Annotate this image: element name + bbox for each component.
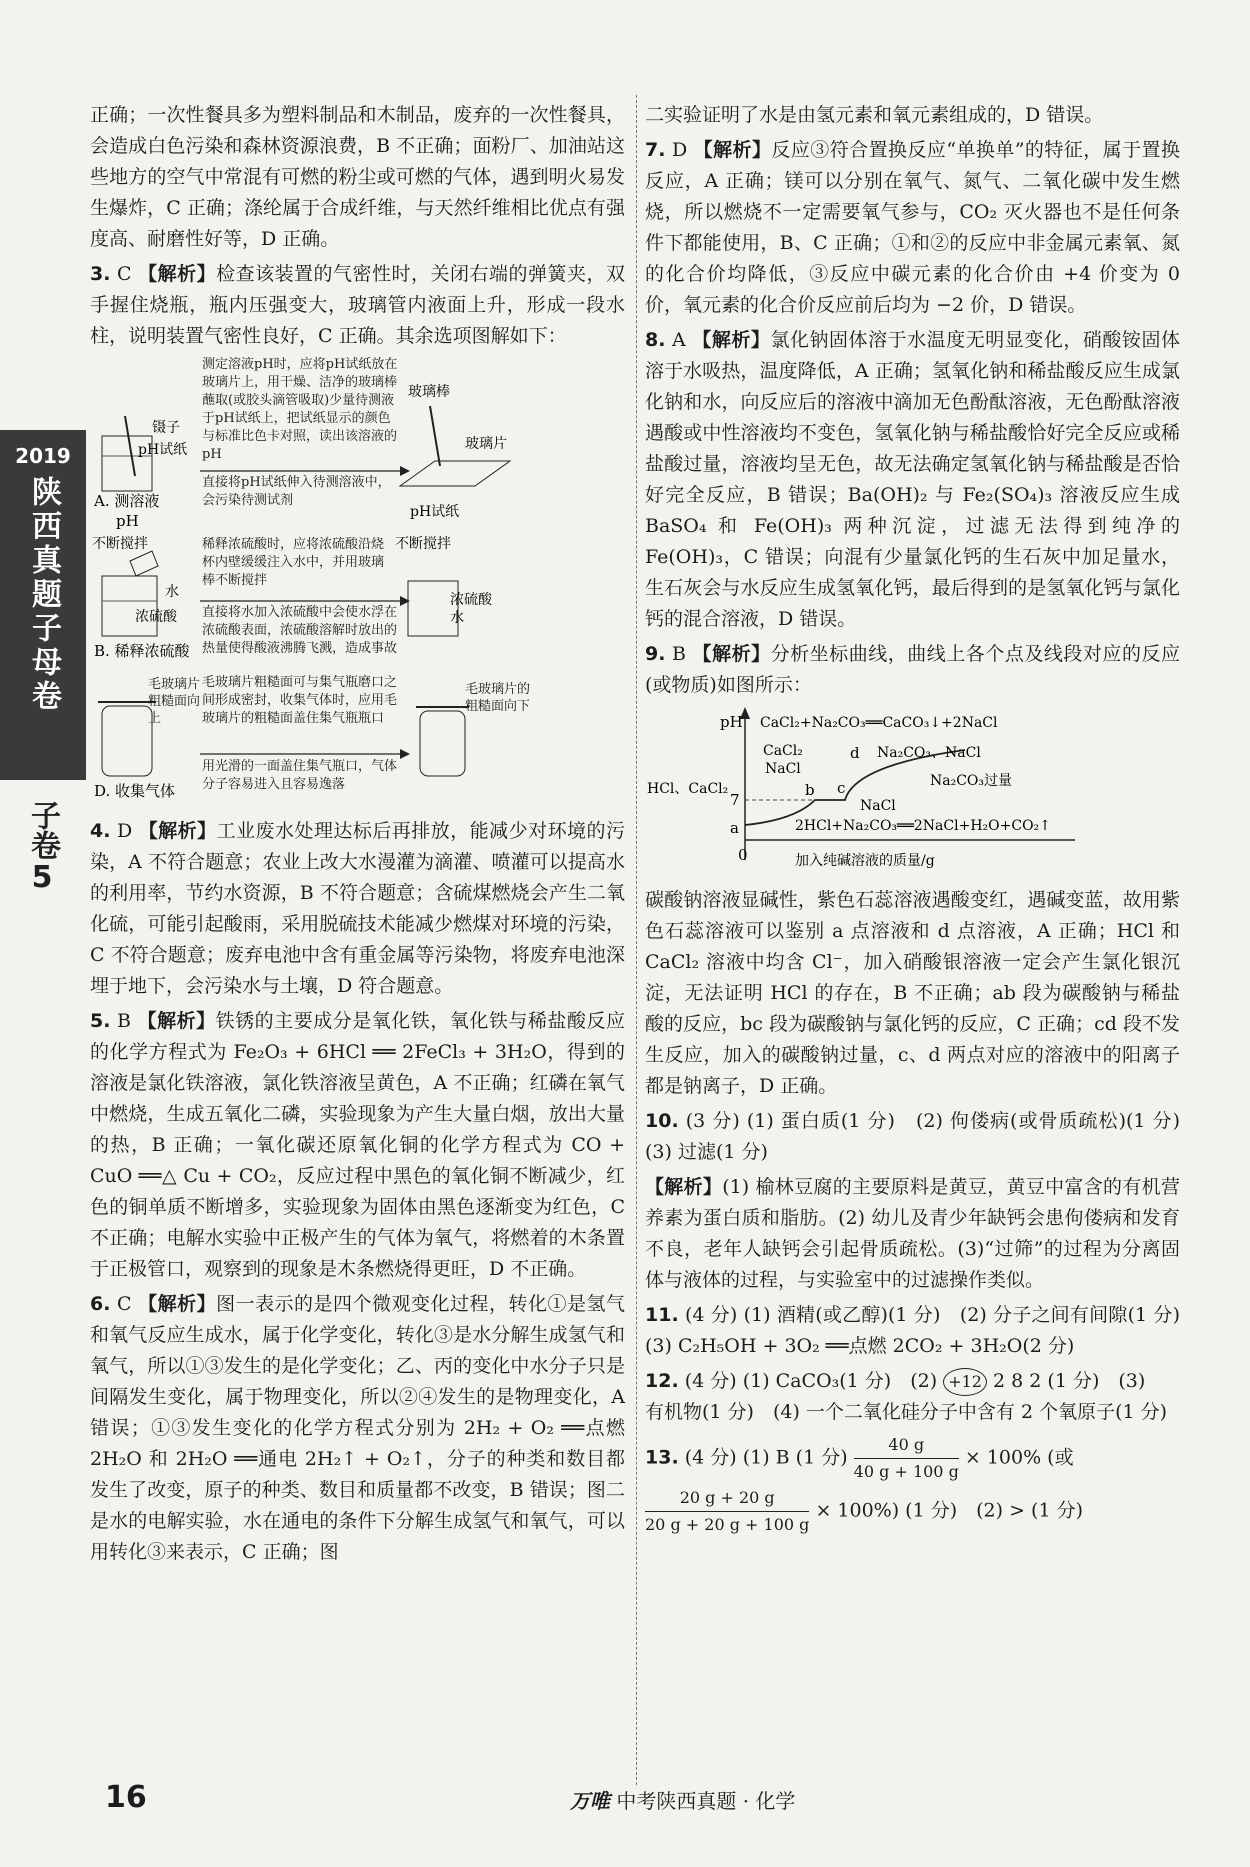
- q-number: 9.: [645, 643, 666, 665]
- fig-d-wrong: 用光滑的一面盖住集气瓶口，气体分子容易进入且容易逸落: [202, 759, 398, 792]
- point-b: b: [805, 781, 815, 799]
- right-continuation: 二实验证明了水是由氢元素和氧元素组成的，D 错误。: [645, 104, 1104, 126]
- pour-beaker: [130, 551, 158, 576]
- sidebar-sub: [12, 800, 72, 895]
- glass-plate: [400, 461, 510, 486]
- q-text: 分析坐标曲线，曲线上各个点及线段对应的反应(或物质)如图所示：: [645, 643, 1180, 696]
- sidebar-sub-label: 子卷: [25, 800, 60, 860]
- q-number: 6.: [90, 1293, 111, 1315]
- graph-hcl: HCl、CaCl₂: [647, 781, 729, 797]
- fig-a-lbl1: 镊子: [152, 420, 180, 436]
- q-number: 13.: [645, 1446, 679, 1469]
- q-answer: B: [672, 643, 686, 665]
- left-continuation: 正确；一次性餐具多为塑料制品和木制品，废弃的一次性餐具，会造成白色污染和森林资源浪费，B 不正确；面粉厂、加油站这些地方的空气中常混有可燃的粉尘或可燃的气体，遇到明火易发生爆炸，C 正确；涤纶属于合成纤维，与天然纤维相比优点有强度高、耐磨性好等，D 正确。: [90, 104, 625, 250]
- q-text: (1 分) (3): [1047, 1370, 1146, 1392]
- q-answer: C: [117, 263, 132, 285]
- fig-b-r1: 不断搅拌: [395, 536, 451, 552]
- question-4: [90, 816, 625, 1002]
- fig-a-cap1: A. 测溶液: [94, 492, 160, 510]
- question-10-analysis: [645, 1172, 1180, 1296]
- q-answer: A: [672, 329, 686, 351]
- fraction-num: 40 g: [854, 1432, 959, 1459]
- fraction-num: 20 g + 20 g: [645, 1485, 809, 1512]
- question-3: [90, 259, 625, 352]
- graph-eq2: 2HCl+Na₂CO₃══2NaCl+H₂O+CO₂↑: [795, 818, 1051, 834]
- ph-graph: [645, 705, 1180, 875]
- fig-d-r1: 毛玻璃片的粗糙面向下: [465, 682, 531, 714]
- left-column: [90, 100, 625, 1572]
- fig-b-cap: B. 稀释浓硫酸: [94, 642, 190, 660]
- fig-a-r3: pH试纸: [410, 504, 460, 520]
- fraction-1: [854, 1432, 959, 1485]
- graph-excess: Na₂CO₃过量: [930, 773, 1013, 789]
- analysis-tag: 【解析】: [138, 820, 217, 842]
- graph-eq1: CaCl₂+Na₂CO₃══CaCO₃↓+2NaCl: [760, 715, 998, 731]
- question-6: [90, 1289, 625, 1568]
- q-number: 12.: [645, 1370, 679, 1392]
- fig-b-r2: 浓硫酸: [450, 592, 492, 608]
- analysis-tag: 【解析】: [693, 139, 772, 161]
- analysis-tag: 【解析】: [138, 1293, 217, 1315]
- q-text: 氯化钠固体溶于水温度无明显变化，硝酸铵固体溶于水吸热，温度降低，A 正确；氢氧化钠和稀盐酸反应生成氯化钠和水，向反应后的溶液中滴加无色酚酞溶液，无色酚酞溶液遇酸或中性溶液均不变色，氢氧化钠与稀盐酸恰好完全反应或稀盐酸过量，溶液均呈无色，故无法确定氢氧化钠与稀盐酸是否恰好完全反应，B 错误；Ba(OH)₂ 与 Fe₂(SO₄)₃ 溶液反应生成 BaSO₄ 和 Fe(OH)₃ 两种沉淀，过滤无法得到纯净的 Fe(OH)₃，C 错误；向混有少量氯化钙的生石灰中加足量水，生石灰会与水反应生成氢氧化钙，最后得到的是氢氧化钙与氯化钙的混合溶液，D 错误。: [645, 329, 1180, 630]
- q-number: 7.: [645, 139, 666, 161]
- fig-a-lbl2: pH试纸: [138, 442, 188, 458]
- question-9: [645, 639, 1180, 701]
- figure-svg: [90, 356, 625, 806]
- column-divider: [636, 95, 637, 1785]
- fig-b-wrong: 直接将水加入浓硫酸中会使水浮在浓硫酸表面，浓硫酸溶解时放出的热量使得酸液沸腾飞溅，造成事故: [202, 605, 398, 656]
- question-7: [645, 135, 1180, 321]
- tick-0: 0: [738, 846, 748, 864]
- q-number: 5.: [90, 1010, 111, 1032]
- q-number: 8.: [645, 329, 666, 351]
- q-answer: D: [116, 820, 133, 842]
- experiment-figure: [90, 356, 625, 816]
- q-number: 10.: [645, 1110, 679, 1132]
- q-text: (4 分) (1) B (1 分): [684, 1446, 848, 1469]
- q-text: 工业废水处理达标后再排放，能减少对环境的污染，A 不符合题意；农业上改大水漫灌为滴灌、喷灌可以提高水的利用率，节约水资源，B 不符合题意；含硫煤燃烧会产生二氧化硫，可能引起酸雨，采用脱硫技术能减少燃煤对环境的污染，C 不符合题意；废弃电池中含有重金属等污染物，将废弃电池深埋于地下，会污染水与土壤，D 符合题意。: [90, 820, 625, 997]
- question-9-analysis: 碳酸钠溶液显碱性，紫色石蕊溶液遇酸变红，遇碱变蓝，故用紫色石蕊溶液可以鉴别 a 点溶液和 d 点溶液，A 正确；HCl 和 CaCl₂ 溶液中均含 Cl⁻，加入硝酸银溶液一定会产生氯化银沉淀，无法证明 HCl 的存在，B 不正确；ab 段为碳酸钠与稀盐酸的反应，bc 段为碳酸钠与氯化钙的反应，C 正确；cd 段不发生反应，加入的碳酸钠过量，c、d 两点对应的溶液中的阳离子都是钠离子，D 正确。: [645, 889, 1180, 1097]
- q-text: 有机物(1 分) (4) 一个二氧化硅分子中含有 2 个氧原子(1 分): [645, 1401, 1168, 1423]
- graph-nacl2: NaCl: [860, 798, 896, 814]
- footer-brand: 万唯: [570, 1789, 610, 1813]
- fig-a-wrong: 直接将pH试纸伸入待测溶液中，会污染待测试剂: [202, 475, 391, 508]
- fraction-den: 40 g + 100 g: [853, 1462, 959, 1481]
- footer-text: 中考陕西真题 · 化学: [616, 1789, 796, 1813]
- fig-b-l1: 不断搅拌: [92, 536, 148, 552]
- fig-d-cap: D. 收集气体: [94, 782, 176, 800]
- fraction-2: [645, 1485, 809, 1538]
- question-13: [645, 1432, 1180, 1538]
- beaker-b2: [408, 581, 458, 636]
- graph-d-label: Na₂CO₃、NaCl: [877, 745, 981, 761]
- y-label: pH: [720, 713, 743, 731]
- question-11: [645, 1300, 1199, 1362]
- q-text: 图一表示的是四个微观变化过程，转化①是氢气和氧气反应生成水，属于化学变化，转化③是水分解生成氢气和氧气，所以①③发生的是化学变化；乙、丙的变化中水分子只是间隔发生变化，属于物理变化，所以②④发生的是物理变化，A 错误；①③发生变化的化学方程式分别为 2H₂ + O₂ ══点燃 2H₂O 和 2H₂O ══通电 2H₂↑ + O₂↑，分子的种类和数目都发生了改变，原子的种类、数目和质量都不改变，B 错误；图二是水的电解实验，水在通电的条件下分解生成氢气和氧气，可以用转化③来表示，C 正确；图: [90, 1293, 625, 1563]
- beaker-b: [102, 576, 157, 636]
- x-label: 加入纯碱溶液的质量/g: [795, 853, 935, 869]
- sidebar-title: 陕西真题子母卷: [26, 476, 61, 714]
- graph-nacl: NaCl: [765, 761, 801, 777]
- right-column: [645, 100, 1200, 1542]
- q-number: 4.: [90, 820, 111, 842]
- q-answer: C: [117, 1293, 132, 1315]
- glass-rod: [430, 406, 440, 466]
- fig-d-note: 毛玻璃片粗糙面可与集气瓶磨口之间形成密封，收集气体时，应用毛玻璃片的粗糙面盖住集气瓶瓶口: [202, 675, 398, 726]
- atom-diagram: [943, 1368, 987, 1396]
- q-text: 反应③符合置换反应“单换单”的特征，属于置换反应，A 正确；镁可以分别在氧气、氮气、二氧化碳中发生燃烧，所以燃烧不一定需要氧气参与，CO₂ 灭火器也不是任何条件下都能使用，B、C 正确；①和②的反应中非金属元素氧、氮的化合价均降低，③反应中碳元素的化合价由 +4 价变为 0 价，氧元素的化合价反应前后均为 −2 价，D 错误。: [645, 139, 1180, 316]
- analysis-tag: 【解析】: [692, 329, 771, 351]
- q-text: 铁锈的主要成分是氧化铁，氧化铁与稀盐酸反应的化学方程式为 Fe₂O₃ + 6HCl ══ 2FeCl₃ + 3H₂O，得到的溶液是氯化铁溶液，氯化铁溶液呈黄色，A 不正确；红磷在氧气中燃烧，生成五氧化二磷，实验现象为产生大量白烟，放出大量的热，B 正确；一氧化碳还原氧化铜的化学方程式为 CO + CuO ══△ Cu + CO₂，反应过程中黑色的氧化铜不断减少，红色的铜单质不断增多，实验现象为固体由黑色逐渐变为红色，C 不正确；电解水实验中正极产生的气体为氧气，将燃着的木条置于正极管口，观察到的现象是木条燃烧得更旺，D 不正确。: [90, 1010, 625, 1280]
- q-answer: B: [117, 1010, 131, 1032]
- q-text: (4 分) (1) CaCO₃(1 分) (2): [684, 1370, 938, 1392]
- footer-title: [570, 1785, 795, 1814]
- atom-core: +12: [948, 1372, 982, 1391]
- point-d: d: [850, 744, 860, 762]
- analysis-tag: 【解析】: [138, 263, 217, 285]
- q-text: 检查该装置的气密性时，关闭右端的弹簧夹，双手握住烧瓶，瓶内压强变大，玻璃管内液面上升，形成一段水柱，说明装置气密性良好，C 正确。其余选项图解如下：: [90, 263, 625, 347]
- q-text: × 100%) (1 分) (2) > (1 分): [815, 1499, 1084, 1522]
- fig-a-r2: 玻璃片: [465, 436, 507, 452]
- q-text: × 100% (或: [964, 1446, 1074, 1469]
- q-number: 3.: [90, 263, 111, 285]
- tick-7: 7: [730, 791, 740, 809]
- q-text: (3 分) (1) 蛋白质(1 分) (2) 佝偻病(或骨质疏松)(1 分) (3) 过滤(1 分): [645, 1110, 1200, 1163]
- q-number: 11.: [645, 1304, 679, 1326]
- tweezers: [125, 416, 135, 476]
- analysis-tag: 【解析】: [137, 1010, 216, 1032]
- gas-bottle: [102, 706, 152, 776]
- point-a: a: [730, 819, 739, 837]
- point-c: c: [837, 779, 846, 797]
- fig-a-r1: 玻璃棒: [408, 384, 450, 400]
- fig-a-note: 测定溶液pH时，应将pH试纸放在玻璃片上，用干燥、洁净的玻璃棒蘸取(或胶头滴管吸取)少量待测液于pH试纸上，把试纸显示的颜色与标准比色卡对照，读出该溶液的pH: [202, 357, 398, 462]
- analysis-tag: 【解析】: [692, 643, 771, 665]
- fig-b-l2: 水: [165, 584, 179, 600]
- graph-cacl2: CaCl₂: [763, 743, 803, 759]
- gas-bottle-2: [420, 711, 465, 776]
- fig-b-note: 稀释浓硫酸时，应将浓硫酸沿烧杯内壁缓缓注入水中，并用玻璃棒不断搅拌: [202, 537, 385, 588]
- question-12: [645, 1366, 1180, 1428]
- fig-d-l1: 毛玻璃片粗糙面向上: [148, 677, 201, 726]
- analysis-tag: 【解析】: [645, 1176, 723, 1198]
- sidebar-year: 2019: [15, 444, 71, 468]
- fig-b-l3: 浓硫酸: [135, 609, 177, 625]
- question-5: [90, 1006, 625, 1285]
- q-text: (4 分) (1) 酒精(或乙醇)(1 分) (2) 分子之间有间隙(1 分) (3) C₂H₅OH + 3O₂ ══点燃 2CO₂ + 3H₂O(2 分): [645, 1304, 1199, 1357]
- page-number: 16: [105, 1780, 147, 1815]
- sidebar-sub-num: 5: [31, 860, 53, 895]
- atom-shells: 2 8 2: [993, 1370, 1042, 1392]
- q-text: (1) 榆林豆腐的主要原料是黄豆，黄豆中富含的有机营养素为蛋白质和脂肪。(2) 幼儿及青少年缺钙会患佝偻病和发育不良，老年人缺钙会引起骨质疏松。(3)“过筛”的过程为分离固体与液体的过程，与实验室中的过滤操作类似。: [645, 1176, 1180, 1291]
- question-8: [645, 325, 1180, 635]
- sidebar-tab: [0, 430, 86, 780]
- fig-a-cap2: pH: [116, 512, 139, 530]
- fig-b-r3: 水: [450, 610, 464, 626]
- q-answer: D: [671, 139, 688, 161]
- question-10: [645, 1106, 1200, 1168]
- fraction-den: 20 g + 20 g + 100 g: [645, 1515, 810, 1534]
